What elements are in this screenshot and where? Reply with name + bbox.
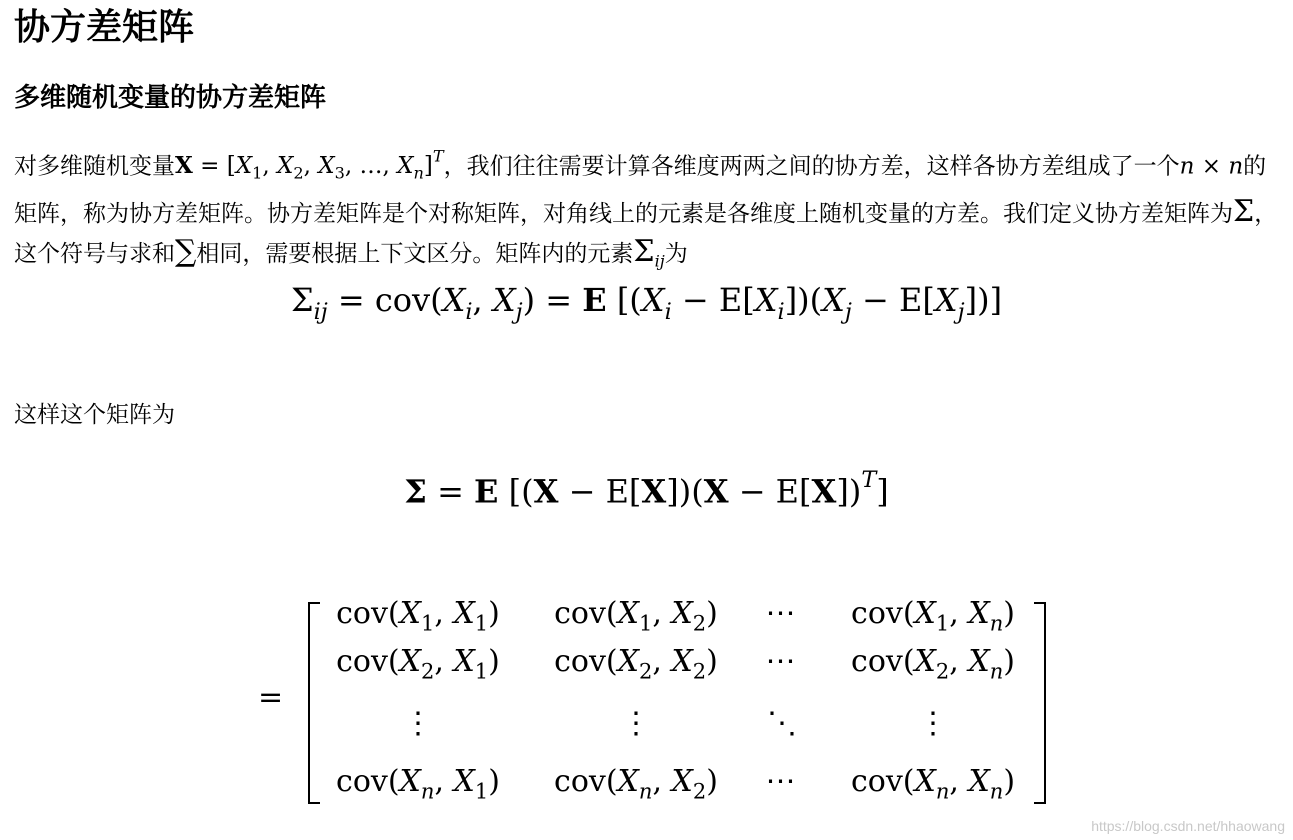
matrix-size: n × n	[1179, 153, 1244, 180]
page-title: 协方差矩阵	[14, 7, 195, 48]
matrix-cell: ⋮	[918, 706, 948, 741]
matrix-cell: ⋱	[767, 706, 797, 741]
matrix-cell: $cov(X_1$, $X_2$)	[554, 596, 718, 636]
sigma-ij-symbol: $\Sigma_{ij}$	[633, 233, 665, 271]
matrix-cell: $cov(X_n$, $X_2$)	[554, 764, 718, 804]
sum-symbol: ∑	[175, 233, 197, 269]
covariance-element-equation: $\Sigma_{ij} = cov(X_i$, $X_j) = E$ $[(X_i - E[X_i])(X_j - E[X_j])]$	[290, 281, 1003, 325]
intro-paragraph: 对多维随机变量$X = [X_1$, $X_2$, $X_3$, …, $X_n]^T$，我们往往需要计算各维度两两之间的协方差，这样各协方差组成了一个n × n的矩阵，称为协方差矩阵。协方差矩阵是个对称矩阵，对角线上的元素是各维度上随机变量的方差。我们定义协方差矩阵为Σ，这个符号与求和∑相同，需要根据上下文区分。矩阵内的元素$\Sigma_{ij}$为	[14, 147, 1278, 271]
matrix-intro-text: 这样这个矩阵为	[14, 402, 175, 428]
matrix-cell: $cov(X_n$, $X_1$)	[336, 764, 500, 804]
matrix-cell: $cov(X_1$, $X_1$)	[336, 596, 500, 636]
section-heading: 多维随机变量的协方差矩阵	[14, 83, 327, 113]
matrix-cell: ⋯	[765, 764, 799, 799]
matrix-cell: ⋮	[403, 706, 433, 741]
matrix-cell: $cov(X_2$, $X_n$)	[851, 644, 1015, 684]
sigma-symbol: Σ	[1233, 193, 1255, 229]
matrix-cell: ⋯	[765, 644, 799, 679]
matrix-cell: $cov(X_n$, $X_n$)	[850, 764, 1016, 804]
random-vector-def: $X = [X_1$, $X_2$, $X_3$, …, $X_n]^T$	[175, 147, 444, 183]
matrix-cell: $cov(X_2$, $X_1$)	[336, 644, 500, 684]
matrix-cell: $cov(X_2$, $X_2$)	[554, 644, 718, 684]
watermark: https://blog.csdn.net/hhaowang	[1091, 818, 1285, 834]
matrix-cell: ⋯	[765, 596, 799, 631]
matrix-cell: ⋮	[621, 706, 651, 741]
matrix-cell: $cov(X_1$, $X_n$)	[851, 596, 1015, 636]
covariance-matrix-equation: Σ = E $[(X - E[X])(X - E[X])^T]$	[404, 467, 889, 511]
